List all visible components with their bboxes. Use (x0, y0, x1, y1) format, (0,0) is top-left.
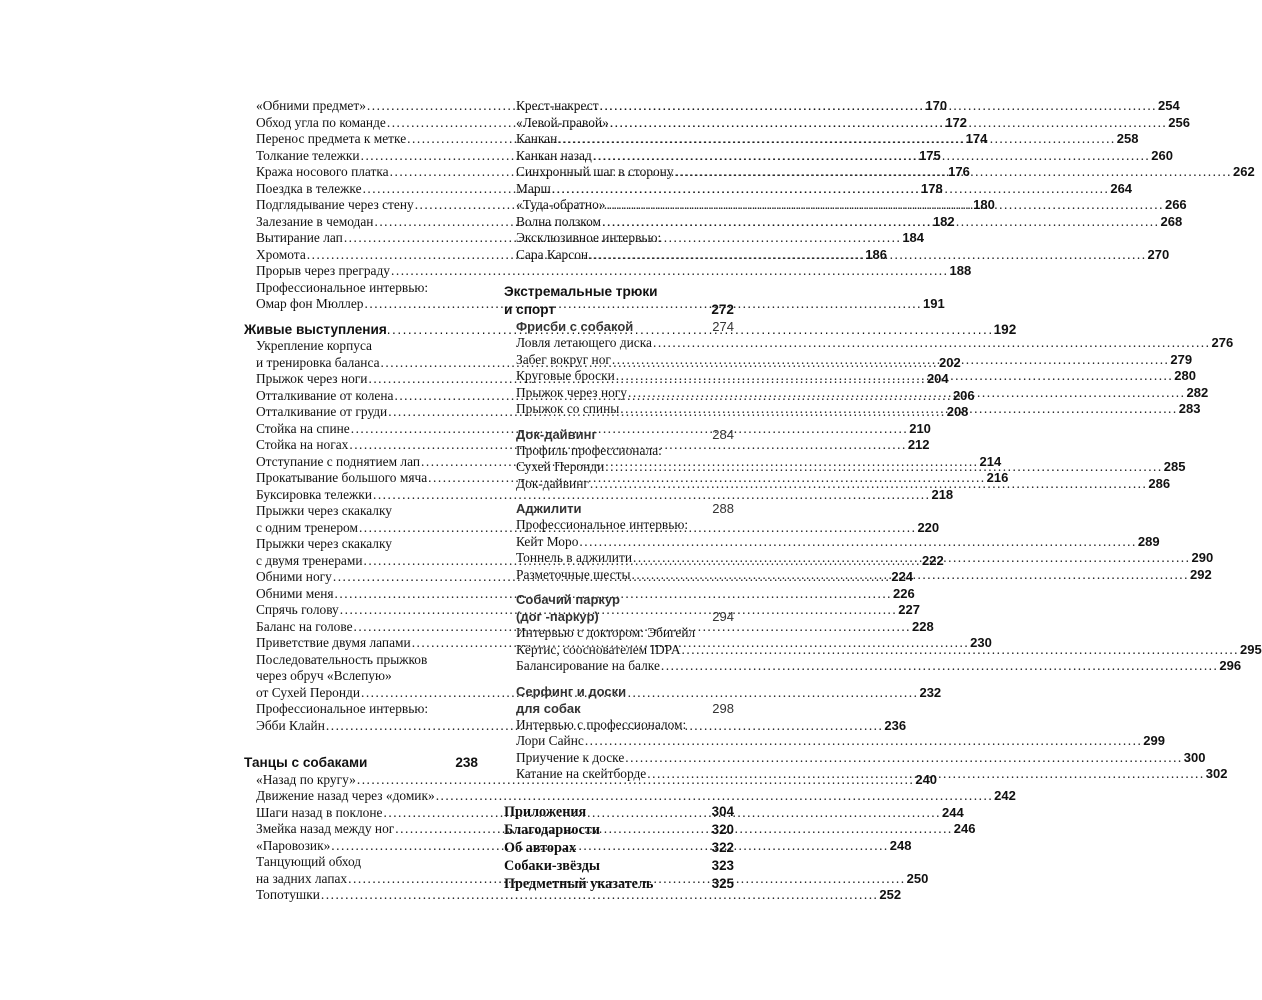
section-page: 238 (455, 755, 478, 770)
toc-subsection-heading[interactable] (516, 683, 734, 717)
leader-dots (589, 247, 1146, 264)
toc-entry[interactable] (256, 788, 1016, 805)
entry-page: 276 (1211, 335, 1234, 350)
entry-page: 266 (1164, 197, 1187, 212)
section-title: Живые выступления (244, 321, 387, 337)
entry-title: Забег вокруг ног (516, 351, 611, 367)
entry-title: Хромота (256, 246, 306, 262)
entry-title: Эбби Клайн (256, 717, 325, 733)
toc-entry[interactable] (256, 486, 954, 504)
toc-entry[interactable] (256, 503, 478, 520)
entry-page: 202 (939, 354, 961, 370)
entry-page: 191 (923, 296, 945, 311)
entry-page: 279 (1170, 351, 1193, 367)
leader-dots (579, 534, 1136, 551)
entry-page: 256 (1168, 114, 1190, 130)
subsection-page: 294 (712, 609, 734, 624)
toc-subsection-heading[interactable] (516, 426, 734, 443)
leader-dots (610, 115, 1167, 132)
entry-page: 252 (879, 887, 902, 902)
entry-page: 295 (1240, 641, 1262, 657)
entry-title: Поездка в тележке (256, 180, 362, 196)
leader-dots (558, 131, 1115, 148)
entry-title: Канкан (516, 131, 558, 146)
entry-title: Интервью с профессионалом: (516, 716, 687, 732)
entry-title: «Назад по кругу» (256, 771, 356, 787)
leader-dots (593, 148, 1150, 165)
entry-title: Движение назад через «домик» (256, 788, 435, 803)
leader-dots (606, 197, 1163, 214)
toc-section-heading[interactable] (244, 754, 478, 772)
entry-page: 228 (912, 618, 934, 634)
entry-title: Профессиональное интервью: (256, 701, 429, 716)
entry-title: Катание на скейтборде (516, 766, 647, 781)
entry-title: Прыжки через скакалку (256, 503, 392, 518)
entry-title: Синхронный шаг в сторону (516, 164, 674, 179)
entry-title: Марш (516, 180, 551, 196)
toc-entry[interactable] (516, 733, 1165, 750)
entry-title: «Паровозик» (256, 837, 331, 853)
entry-page: 208 (946, 404, 969, 419)
entry-title: Лори Сайнс (516, 733, 584, 748)
entry-title: Стойка на спине (256, 420, 350, 436)
subsection-title-line1: Собачий паркур (516, 592, 620, 607)
entry-title: Танцующий обход (256, 854, 362, 869)
toc-entry[interactable] (504, 803, 734, 821)
entry-page: 222 (922, 552, 944, 568)
entry-title: от Сухей Перонди (256, 684, 360, 700)
toc-entry[interactable] (516, 717, 734, 734)
entry-title: Прыжок через ногу (516, 384, 627, 400)
entry-title: Канкан назад (516, 147, 592, 163)
entry-page: 304 (711, 803, 734, 819)
subsection-page: 298 (712, 700, 734, 716)
toc-entry[interactable] (504, 839, 734, 857)
leader-dots (682, 642, 1239, 659)
toc-entry[interactable] (256, 668, 478, 685)
toc-entry[interactable] (516, 749, 1206, 767)
toc-entry[interactable] (504, 875, 734, 893)
entry-page: 290 (1191, 550, 1214, 565)
subsection-page: 274 (712, 319, 734, 334)
subsection-title-line2: для собак (516, 700, 581, 716)
entry-page: 258 (1116, 131, 1139, 146)
entry-title: Отталкивание от колена (256, 387, 394, 403)
entry-page: 204 (926, 371, 949, 386)
entry-page: 214 (979, 453, 1002, 469)
entry-page: 302 (1205, 766, 1228, 781)
leader-dots (633, 550, 1190, 567)
entry-title: Прокатывание большого мяча (256, 470, 428, 485)
toc-entry[interactable] (516, 230, 734, 247)
entry-title: Баланс на голове (256, 618, 353, 634)
entry-page: 188 (949, 263, 972, 278)
entry-page: 323 (711, 857, 734, 873)
leader-dots (632, 567, 1189, 584)
entry-page: 285 (1163, 459, 1186, 474)
entry-page: 182 (932, 213, 955, 229)
entry-title: Профиль профессионала: (516, 442, 662, 458)
toc-entry[interactable] (256, 536, 478, 553)
toc-entry[interactable] (256, 854, 478, 871)
entry-title: Толкание тележки (256, 147, 360, 163)
leader-dots (590, 476, 1147, 493)
entry-title: Омар фон Мюллер (256, 296, 364, 311)
subsection-title: Док-дайвинг (516, 426, 597, 442)
entry-title: Отталкивание от груди (256, 404, 388, 419)
entry-title: Вытирание лап (256, 230, 343, 245)
entry-title: Отступание с поднятием лап (256, 453, 421, 469)
subsection-page: 288 (712, 501, 734, 516)
entry-page: 218 (931, 486, 954, 502)
entry-title: Предметный указатель (504, 875, 654, 892)
entry-page: 212 (907, 437, 930, 452)
leader-dots (675, 164, 1232, 181)
entry-page: 184 (902, 230, 925, 245)
entry-title: Спрячь голову (256, 602, 339, 617)
entry-page: 300 (1183, 749, 1206, 765)
entry-title: Прыжки через скакалку (256, 536, 392, 551)
entry-page: 289 (1137, 533, 1160, 549)
toc-entry[interactable] (256, 652, 478, 669)
entry-title: Приложения (504, 803, 587, 820)
entry-page: 206 (952, 387, 975, 403)
entry-title: и тренировка баланса (256, 354, 380, 370)
section-title: Танцы с собаками (244, 755, 368, 770)
entry-page: 262 (1233, 164, 1255, 179)
entry-title: Волна ползком (516, 213, 601, 229)
entry-title: Шаги назад в поклоне (256, 804, 383, 820)
entry-title: Змейка назад между ног (256, 821, 395, 836)
entry-title: Прорыв через преграду (256, 263, 390, 278)
entry-title: Укрепление корпуса (256, 338, 372, 353)
leader-dots (585, 733, 1142, 750)
entry-page: 236 (884, 717, 907, 733)
entry-title: Прыжок через ноги (256, 371, 368, 386)
entry-title: Кейт Моро (516, 533, 579, 549)
entry-page: 174 (965, 131, 988, 146)
subsection-title-line1: Серфинг и доски (516, 683, 627, 699)
entry-page: 320 (711, 821, 734, 837)
entry-title: Собаки-звёзды (504, 857, 600, 874)
toc-entry[interactable] (516, 443, 734, 460)
toc-entry[interactable] (516, 658, 1242, 675)
leader-dots (605, 459, 1162, 476)
entry-page: 260 (1151, 147, 1173, 163)
entry-title: Залезание в чемодан (256, 213, 374, 229)
entry-page: 282 (1186, 384, 1209, 400)
toc-entry[interactable] (256, 280, 478, 297)
toc-entry[interactable] (256, 887, 902, 904)
entry-title: с двумя тренерами (256, 552, 363, 568)
entry-title: Об авторах (504, 839, 577, 856)
leader-dots (600, 98, 1157, 115)
entry-page: 186 (865, 246, 887, 262)
entry-title: Сара Карсон (516, 246, 589, 262)
entry-page: 283 (1178, 401, 1201, 416)
entry-page: 325 (711, 875, 734, 891)
leader-dots (612, 352, 1169, 369)
entry-title: Обними меня (256, 585, 334, 601)
entry-page: 175 (919, 147, 941, 163)
section-page: 272 (711, 301, 734, 317)
leader-dots (552, 181, 1109, 198)
leader-dots (653, 335, 1210, 352)
entry-title: Стойка на ногах (256, 437, 349, 452)
entry-title: через обруч «Вслепую» (256, 668, 392, 683)
subsection-page: 284 (712, 426, 734, 442)
leader-dots (647, 766, 1204, 783)
entry-page: 292 (1190, 566, 1212, 582)
entry-title: на задних лапах (256, 870, 348, 886)
entry-title: Буксировка тележки (256, 486, 372, 502)
toc-section-heading[interactable] (504, 283, 734, 318)
leader-dots (661, 658, 1218, 675)
toc-subsection-heading[interactable] (516, 318, 734, 335)
toc-entry[interactable] (516, 517, 734, 534)
leader-dots (620, 401, 1177, 418)
entry-title: Разметочные шесты (516, 566, 631, 582)
entry-page: 322 (711, 839, 734, 855)
entry-page: 286 (1148, 475, 1171, 491)
entry-title: «Обними предмет» (256, 98, 366, 113)
leader-dots (625, 750, 1182, 767)
entry-page: 248 (889, 837, 912, 853)
entry-title: с одним тренером (256, 519, 358, 535)
entry-title: «Туда-обратно» (516, 197, 606, 212)
entry-page: 254 (1158, 98, 1180, 113)
entry-page: 244 (941, 804, 964, 820)
entry-title: Ловля летающего диска (516, 335, 652, 350)
entry-title: Благодарности (504, 821, 600, 838)
toc-entry[interactable] (256, 263, 972, 280)
entry-title: Сухей Перонди (516, 459, 605, 474)
entry-title: Прыжок со спины (516, 401, 620, 416)
subsection-title: Аджилити (516, 501, 582, 516)
entry-page: 227 (898, 602, 920, 617)
toc-appendix-list (504, 803, 734, 893)
entry-title: Обними ногу (256, 569, 332, 584)
subsection-title-line2: (дог -паркур) (516, 609, 599, 624)
section-page: 192 (993, 321, 1017, 337)
subsection-title: Фрисби с собакой (516, 319, 634, 334)
toc-entry[interactable] (516, 625, 734, 642)
entry-page: 250 (906, 870, 929, 886)
leader-dots (602, 214, 1159, 231)
entry-title: Топотушки (256, 887, 320, 902)
toc-subsection-heading[interactable] (516, 500, 734, 517)
toc-entry[interactable] (504, 857, 734, 875)
entry-page: 220 (917, 519, 940, 535)
toc-entry[interactable] (256, 338, 478, 355)
entry-page: 246 (953, 821, 976, 836)
entry-page: 180 (973, 197, 995, 212)
entry-title: Подглядывание через стену (256, 197, 414, 212)
toc-subsection-heading[interactable] (516, 591, 734, 625)
entry-page: 176 (948, 164, 970, 179)
entry-page: 299 (1143, 733, 1165, 748)
toc-entry[interactable] (516, 335, 1234, 352)
entry-page: 296 (1219, 658, 1242, 673)
entry-page: 226 (893, 585, 915, 601)
entry-page: 172 (945, 114, 968, 130)
entry-title: Крест-накрест (516, 98, 599, 113)
entry-page: 242 (994, 788, 1016, 803)
leader-dots (628, 385, 1185, 402)
entry-page: 240 (915, 771, 938, 787)
toc-entry[interactable] (256, 701, 478, 718)
entry-title: Приветствие двумя лапами (256, 635, 411, 650)
entry-page: 170 (925, 98, 948, 113)
entry-page: 210 (909, 420, 931, 436)
entry-page: 232 (919, 684, 942, 700)
entry-title: «Левой-правой» (516, 114, 609, 130)
toc-entry[interactable] (516, 533, 1160, 551)
entry-title: Интервью с доктором: Эбигейл (516, 625, 696, 640)
entry-page: 280 (1174, 368, 1196, 383)
entry-title: Балансирование на балке (516, 658, 660, 673)
entry-title: Перенос предмета к метке (256, 131, 407, 146)
entry-title: Тоннель в аджилити (516, 550, 632, 565)
entry-page: 224 (891, 569, 914, 584)
entry-page: 178 (921, 180, 943, 196)
entry-title: Последовательность прыжков (256, 651, 428, 667)
entry-title: Профессиональное интервью: (256, 279, 429, 295)
entry-title: Обход угла по команде (256, 114, 386, 130)
entry-title: Эксклюзивное интервью: (516, 230, 662, 245)
entry-title: Кража носового платка (256, 164, 389, 179)
section-title-line2: и спорт (504, 301, 555, 317)
entry-page: 216 (986, 470, 1009, 485)
entry-title: Кёртис, сооснователем IDPA (516, 641, 681, 657)
entry-title: Круговые броски (516, 368, 615, 383)
entry-page: 230 (970, 635, 992, 650)
entry-page: 268 (1160, 213, 1183, 229)
section-title-line1: Экстремальные трюки (504, 284, 658, 299)
entry-page: 270 (1147, 246, 1170, 262)
entry-title: Док-дайвинг (516, 475, 589, 491)
toc-entry[interactable] (504, 821, 734, 839)
entry-page: 264 (1110, 180, 1133, 196)
entry-title: Профессиональное интервью: (516, 517, 689, 532)
leader-dots (616, 368, 1173, 385)
entry-title: Приучение к доске (516, 749, 625, 765)
